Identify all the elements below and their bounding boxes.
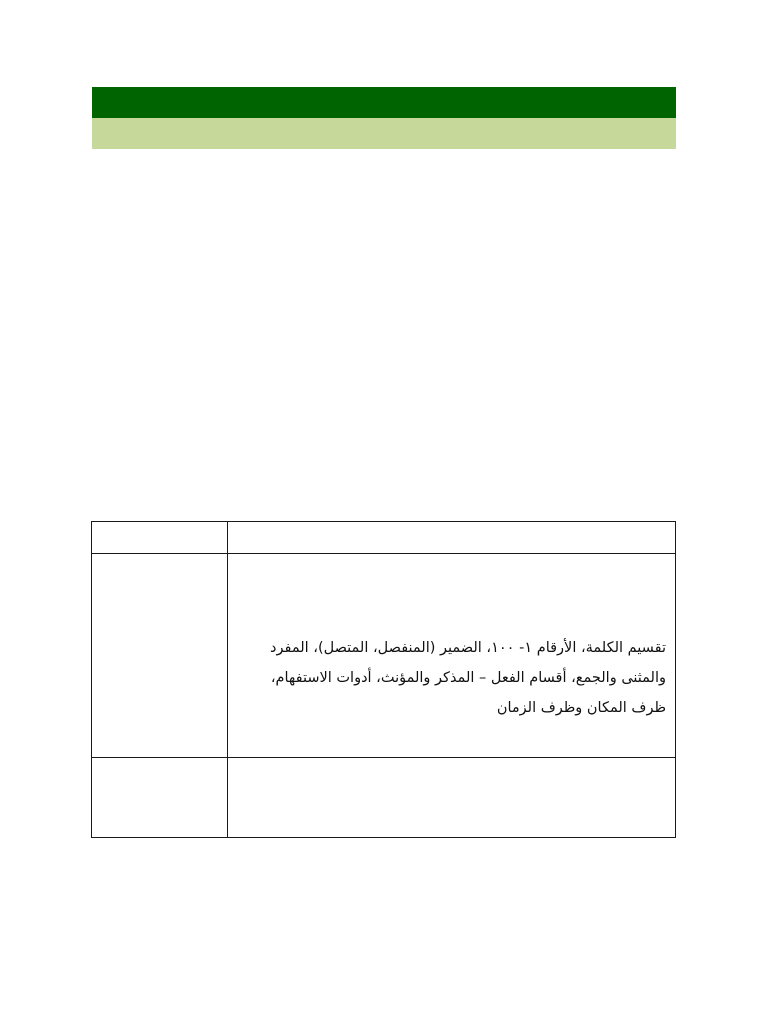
table-row-header bbox=[92, 522, 676, 554]
table-cell-label bbox=[92, 758, 228, 838]
header-band-light bbox=[92, 118, 676, 149]
topics-text: تقسيم الكلمة، الأرقام ١- ١٠٠، الضمير (المنفصل، المتصل)، المفرد والمثنى والجمع، أقسام الفعل – المذكر والمؤنث، أدوات الاستفهام، ظرف المكان وظرف الزمان bbox=[270, 640, 666, 716]
table-cell-label bbox=[92, 554, 228, 758]
table-cell-content bbox=[228, 554, 676, 758]
table-row-footer bbox=[92, 758, 676, 838]
table-row-topics bbox=[92, 554, 676, 758]
table-cell-content bbox=[228, 758, 676, 838]
content-table bbox=[91, 521, 676, 838]
table-cell-label bbox=[92, 522, 228, 554]
header-band-dark bbox=[92, 87, 676, 118]
table-cell-content bbox=[228, 522, 676, 554]
